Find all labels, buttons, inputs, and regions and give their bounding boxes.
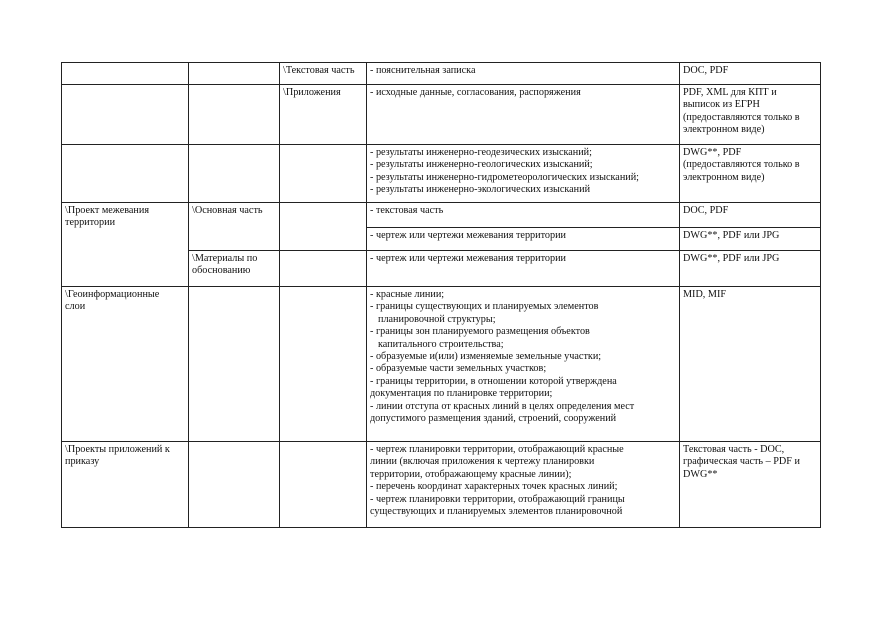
section-line: приказу: [65, 456, 100, 468]
cell-subpart: \Приложения: [280, 85, 367, 145]
cell-section: [62, 85, 189, 145]
cell-format: DOC, PDF: [680, 203, 821, 228]
content-line: - красные линии;: [370, 289, 445, 300]
cell-content: [367, 287, 680, 442]
cell-subpart: [280, 203, 367, 251]
section-line: \Геоинформационные: [65, 289, 160, 300]
cell-subpart: [280, 442, 367, 528]
cell-format: [680, 442, 821, 528]
table-row: [62, 145, 821, 203]
content-line: планировочной структуры;: [378, 313, 496, 325]
content-line: существующих и планируемых элементов планировочной: [370, 506, 623, 518]
format-line: DWG**: [683, 468, 718, 480]
cell-format: [680, 145, 821, 203]
cell-part: \Основная часть: [189, 203, 280, 251]
section-line: \Проекты приложений к: [65, 444, 170, 455]
content-line: - результаты инженерно-геологических изысканий;: [370, 159, 593, 171]
cell-content: [367, 145, 680, 203]
cell-content: - чертеж или чертежи межевания территории: [367, 228, 680, 251]
cell-section: [62, 203, 189, 287]
cell-subpart: [280, 287, 367, 442]
content-line: - чертеж планировки территории, отображающий красные: [370, 444, 624, 455]
content-line: - образуемые части земельных участков;: [370, 363, 547, 375]
cell-part: [189, 251, 280, 287]
format-line: (предоставляются только в: [683, 111, 800, 123]
table-row: [62, 85, 821, 145]
cell-subpart: \Текстовая часть: [280, 63, 367, 85]
cell-part: [189, 442, 280, 528]
content-line: линии (включая приложения к чертежу планировки: [370, 456, 595, 468]
format-line: выписок из ЕГРН: [683, 99, 760, 111]
cell-format: MID, MIF: [680, 287, 821, 442]
cell-content: - исходные данные, согласования, распоряжения: [367, 85, 680, 145]
cell-format: DWG**, PDF или JPG: [680, 228, 821, 251]
section-line: слои: [65, 301, 86, 313]
format-line: DWG**, PDF: [683, 147, 742, 158]
section-line: территории: [65, 217, 116, 229]
cell-subpart: [280, 145, 367, 203]
content-line: - границы зон планируемого размещения объектов: [370, 326, 590, 338]
content-line: - чертеж планировки территории, отображающий границы: [370, 493, 625, 505]
cell-part: [189, 63, 280, 85]
cell-section: [62, 63, 189, 85]
content-line: документация по планировке территории;: [370, 388, 553, 400]
cell-section: [62, 442, 189, 528]
format-line: PDF, XML для КПТ и: [683, 87, 777, 98]
format-line: (предоставляются только в: [683, 159, 800, 171]
content-line: - перечень координат характерных точек красных линий;: [370, 481, 618, 493]
content-line: допустимого размещения зданий, строений, сооружений: [370, 413, 617, 425]
content-line: территории, отображающему красные линии);: [370, 468, 572, 480]
format-line: графическая часть – PDF и: [683, 456, 800, 468]
cell-part: [189, 85, 280, 145]
format-line: электронном виде): [683, 124, 765, 136]
cell-content: - пояснительная записка: [367, 63, 680, 85]
format-line: электронном виде): [683, 171, 765, 183]
cell-format: [680, 85, 821, 145]
document-table: [61, 62, 821, 528]
section-line: \Проект межевания: [65, 205, 150, 216]
table-row: [62, 287, 821, 442]
part-line: обоснованию: [192, 265, 251, 277]
content-line: - результаты инженерно-экологических изысканий: [370, 184, 591, 196]
cell-subpart: [280, 251, 367, 287]
content-line: капитального строительства;: [378, 338, 504, 350]
cell-format: DWG**, PDF или JPG: [680, 251, 821, 287]
cell-content: - чертеж или чертежи межевания территории: [367, 251, 680, 287]
part-line: \Материалы по: [192, 253, 258, 264]
cell-format: DOC, PDF: [680, 63, 821, 85]
table-row: [62, 203, 821, 228]
cell-part: [189, 287, 280, 442]
content-line: - линии отступа от красных линий в целях определения мест: [370, 400, 635, 412]
table-row: [62, 63, 821, 85]
cell-section: [62, 145, 189, 203]
content-line: - границы существующих и планируемых элементов: [370, 301, 599, 313]
cell-content: - текстовая часть: [367, 203, 680, 228]
content-line: - границы территории, в отношении которой утверждена: [370, 375, 617, 387]
content-line: - результаты инженерно-гидрометеорологических изысканий;: [370, 171, 640, 183]
content-line: - результаты инженерно-геодезических изысканий;: [370, 147, 592, 158]
cell-part: [189, 145, 280, 203]
cell-content: [367, 442, 680, 528]
format-line: Текстовая часть - DOC,: [683, 444, 785, 455]
table-row: [62, 442, 821, 528]
content-line: - образуемые и(или) изменяемые земельные участки;: [370, 351, 602, 363]
cell-section: [62, 287, 189, 442]
